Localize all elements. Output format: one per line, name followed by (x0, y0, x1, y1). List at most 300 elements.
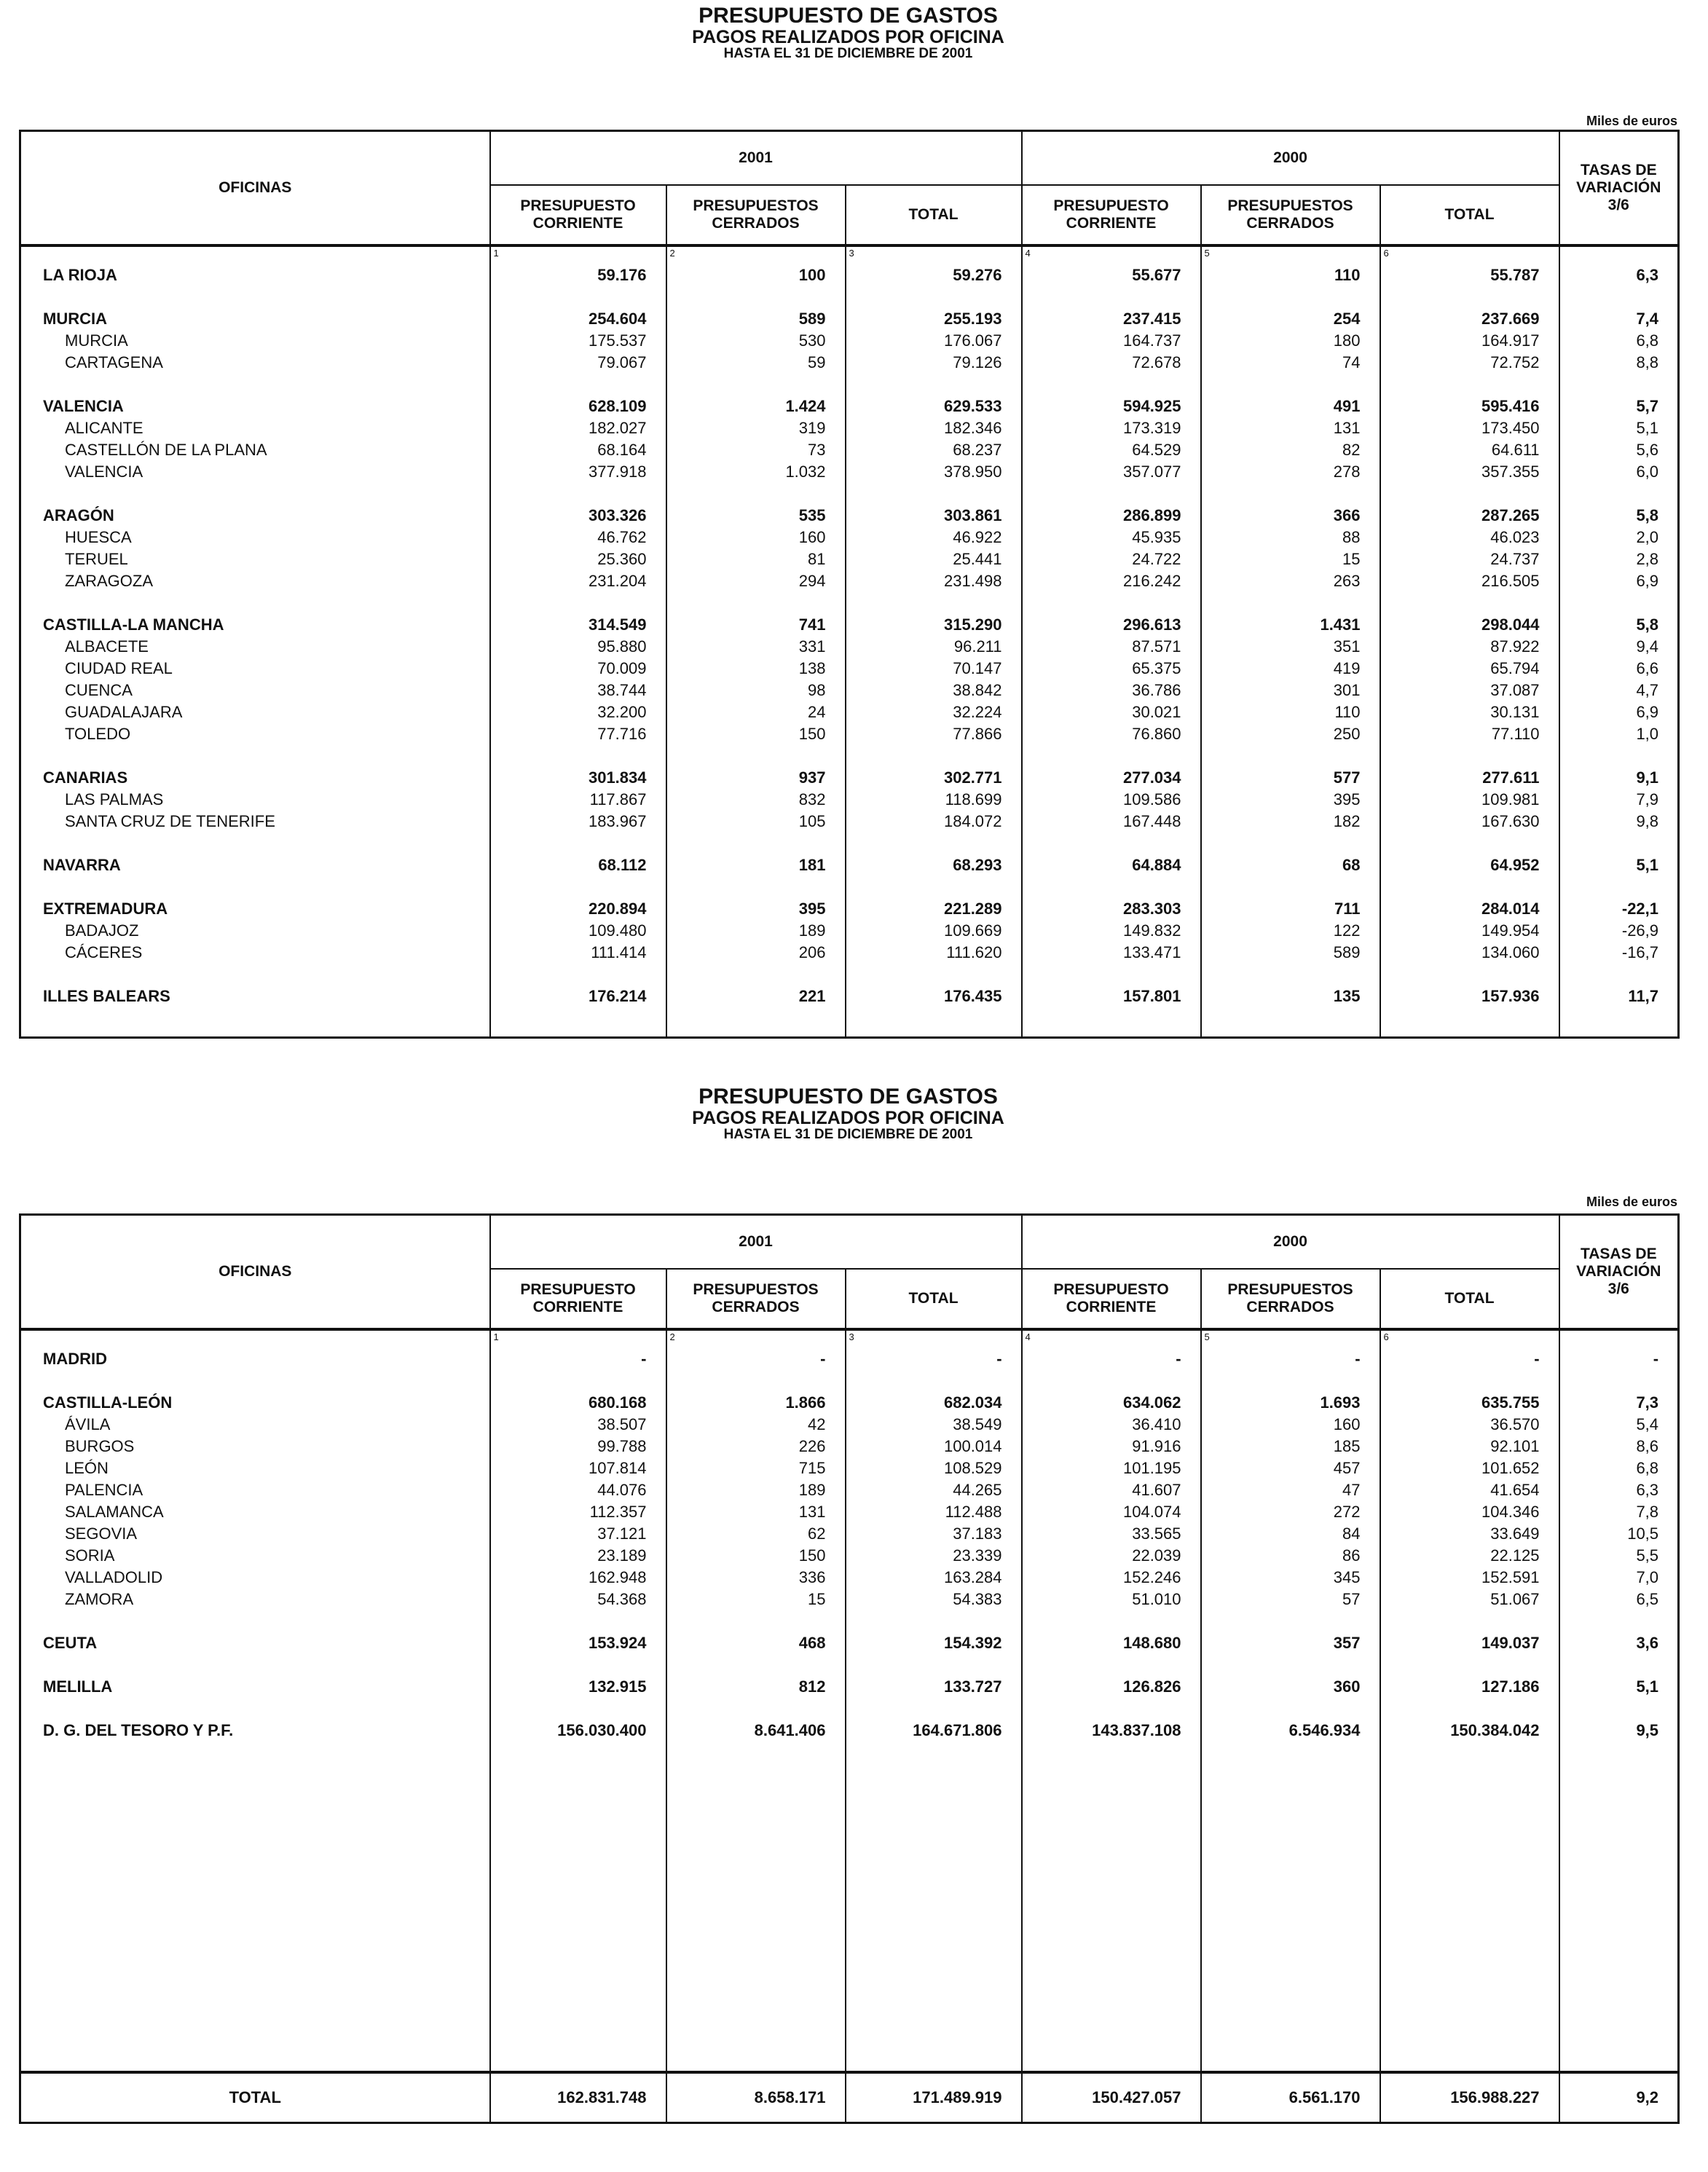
spacer-cell (1380, 876, 1559, 898)
spacer-cell (1201, 1370, 1380, 1392)
value-cell: 6,3 (1559, 264, 1679, 286)
column-number: 3 (846, 1329, 1022, 1348)
value-cell: 741 (666, 614, 846, 636)
header-presupuestos-cerrados: PRESUPUESTOS CERRADOS (1201, 1269, 1380, 1329)
spacer-cell (490, 1007, 666, 1038)
value-cell: 303.861 (846, 505, 1022, 527)
value-cell: 164.917 (1380, 330, 1559, 352)
column-number: 3 (846, 245, 1022, 264)
office-row (20, 1545, 1679, 1567)
value-cell: 711 (1201, 898, 1380, 920)
header-total: TOTAL (846, 185, 1022, 245)
spacer-cell (846, 592, 1022, 614)
total-label: TOTAL (20, 2072, 490, 2123)
value-cell: 42 (666, 1414, 846, 1436)
spacer-cell (20, 964, 490, 985)
value-cell: 101.195 (1022, 1457, 1201, 1479)
office-row (20, 352, 1679, 374)
spacer-cell (490, 1654, 666, 1676)
total-value: 8.658.171 (666, 2072, 846, 2123)
value-cell: 55.787 (1380, 264, 1559, 286)
value-cell: 59.176 (490, 264, 666, 286)
value-cell: 331 (666, 636, 846, 658)
spacer-cell (490, 876, 666, 898)
spacer-cell (666, 1007, 846, 1038)
spacer-cell (490, 374, 666, 396)
spacer-cell (1559, 286, 1679, 308)
spacer-cell (490, 592, 666, 614)
value-cell: 24.722 (1022, 548, 1201, 570)
office-row (20, 570, 1679, 592)
value-cell: 294 (666, 570, 846, 592)
column-number: 5 (1201, 245, 1380, 264)
value-cell: 5,1 (1559, 1676, 1679, 1698)
total-value: 150.427.057 (1022, 2072, 1201, 2123)
value-cell: 180 (1201, 330, 1380, 352)
value-cell: 237.415 (1022, 308, 1201, 330)
spacer-cell (1201, 1742, 1380, 2072)
report-subtitle: PAGOS REALIZADOS POR OFICINA (692, 26, 1004, 47)
office-row (20, 811, 1679, 833)
header-year-2000: 2000 (1022, 131, 1559, 186)
value-cell: 30.021 (1022, 701, 1201, 723)
value-cell: 635.755 (1380, 1392, 1559, 1414)
spacer-cell (846, 876, 1022, 898)
value-cell: 55.677 (1022, 264, 1201, 286)
office-name: PALENCIA (20, 1479, 490, 1501)
value-cell: 84 (1201, 1523, 1380, 1545)
spacer-cell (666, 374, 846, 396)
spacer-cell (1559, 1698, 1679, 1720)
value-cell: 167.630 (1380, 811, 1559, 833)
spacer-cell (20, 592, 490, 614)
value-cell: 38.549 (846, 1414, 1022, 1436)
value-cell: 36.570 (1380, 1414, 1559, 1436)
spacer-cell (1201, 1698, 1380, 1720)
value-cell: 283.303 (1022, 898, 1201, 920)
spacer-cell (1022, 592, 1201, 614)
value-cell: 77.866 (846, 723, 1022, 745)
value-cell: 68.112 (490, 854, 666, 876)
value-cell: 184.072 (846, 811, 1022, 833)
header-total: TOTAL (846, 1269, 1022, 1329)
spacer-cell (20, 1698, 490, 1720)
office-row (20, 920, 1679, 942)
value-cell: 111.620 (846, 942, 1022, 964)
value-cell: 182.027 (490, 417, 666, 439)
spacer-cell (1201, 745, 1380, 767)
office-name: ARAGÓN (20, 505, 490, 527)
value-cell: 160 (666, 527, 846, 548)
office-row (20, 658, 1679, 680)
value-cell: 57 (1201, 1589, 1380, 1610)
value-cell: 109.480 (490, 920, 666, 942)
spacer-cell (1201, 592, 1380, 614)
value-cell: 68.164 (490, 439, 666, 461)
office-row (20, 1501, 1679, 1523)
value-cell: 150 (666, 723, 846, 745)
value-cell: 37.183 (846, 1523, 1022, 1545)
value-cell: 272 (1201, 1501, 1380, 1523)
column-number: 4 (1022, 1329, 1201, 1348)
value-cell: 112.488 (846, 1501, 1022, 1523)
value-cell: 135 (1201, 985, 1380, 1007)
value-cell: 629.533 (846, 396, 1022, 417)
region-row (20, 898, 1679, 920)
value-cell: 163.284 (846, 1567, 1022, 1589)
value-cell: 628.109 (490, 396, 666, 417)
header-presupuestos-cerrados: PRESUPUESTOS CERRADOS (1201, 185, 1380, 245)
office-name: CASTELLÓN DE LA PLANA (20, 439, 490, 461)
value-cell: 59.276 (846, 264, 1022, 286)
spacer-cell (846, 1742, 1022, 2072)
value-cell: 44.076 (490, 1479, 666, 1501)
spacer-cell (1380, 592, 1559, 614)
office-name: BURGOS (20, 1436, 490, 1457)
value-cell: 131 (666, 1501, 846, 1523)
office-name: MELILLA (20, 1676, 490, 1698)
office-name: MADRID (20, 1348, 490, 1370)
column-number: 6 (1380, 1329, 1559, 1348)
value-cell: 88 (1201, 527, 1380, 548)
value-cell: 1.693 (1201, 1392, 1380, 1414)
value-cell: 62 (666, 1523, 846, 1545)
value-cell: 176.435 (846, 985, 1022, 1007)
office-name: CIUDAD REAL (20, 658, 490, 680)
value-cell: 254.604 (490, 308, 666, 330)
value-cell: 345 (1201, 1567, 1380, 1589)
value-cell: 5,5 (1559, 1545, 1679, 1567)
value-cell: 68.293 (846, 854, 1022, 876)
office-name: CASTILLA-LA MANCHA (20, 614, 490, 636)
value-cell: 100.014 (846, 1436, 1022, 1457)
spacer-cell (1201, 876, 1380, 898)
value-cell: 173.450 (1380, 417, 1559, 439)
office-name: VALLADOLID (20, 1567, 490, 1589)
value-cell: 23.339 (846, 1545, 1022, 1567)
spacer-cell (1201, 374, 1380, 396)
office-row (20, 1479, 1679, 1501)
value-cell: 41.607 (1022, 1479, 1201, 1501)
column-number: 6 (1380, 245, 1559, 264)
value-cell: 5,1 (1559, 854, 1679, 876)
value-cell: 4,7 (1559, 680, 1679, 701)
spacer-cell (1201, 483, 1380, 505)
region-row (20, 396, 1679, 417)
spacer-cell (1380, 374, 1559, 396)
office-row (20, 942, 1679, 964)
value-cell: 109.586 (1022, 789, 1201, 811)
value-cell: 577 (1201, 767, 1380, 789)
value-cell: 138 (666, 658, 846, 680)
value-cell: 92.101 (1380, 1436, 1559, 1457)
spacer-cell (1201, 833, 1380, 854)
spacer-cell (1022, 1007, 1201, 1038)
spacer-cell (1559, 592, 1679, 614)
region-row (20, 1348, 1679, 1370)
value-cell: -26,9 (1559, 920, 1679, 942)
spacer-cell (846, 1654, 1022, 1676)
value-cell: 79.126 (846, 352, 1022, 374)
value-cell: 278 (1201, 461, 1380, 483)
value-cell: 812 (666, 1676, 846, 1698)
office-row (20, 527, 1679, 548)
spacer-cell (666, 745, 846, 767)
value-cell: 74 (1201, 352, 1380, 374)
value-cell: 95.880 (490, 636, 666, 658)
spacer-cell (1022, 1370, 1201, 1392)
value-cell: 680.168 (490, 1392, 666, 1414)
spacer-cell (1201, 964, 1380, 985)
spacer-cell (1022, 483, 1201, 505)
value-cell: 127.186 (1380, 1676, 1559, 1698)
value-cell: 1,0 (1559, 723, 1679, 745)
spacer-cell (1559, 876, 1679, 898)
region-row (20, 767, 1679, 789)
table-section-1 (19, 4, 1677, 1042)
header-presupuesto-corriente: PRESUPUESTO CORRIENTE (490, 1269, 666, 1329)
value-cell: 357 (1201, 1632, 1380, 1654)
header-oficinas: OFICINAS (20, 1215, 490, 1330)
value-cell: - (490, 1348, 666, 1370)
value-cell: 65.375 (1022, 658, 1201, 680)
value-cell: 221.289 (846, 898, 1022, 920)
value-cell: 3,6 (1559, 1632, 1679, 1654)
value-cell: 298.044 (1380, 614, 1559, 636)
office-row (20, 461, 1679, 483)
value-cell: 366 (1201, 505, 1380, 527)
office-name: ALICANTE (20, 417, 490, 439)
office-name: SANTA CRUZ DE TENERIFE (20, 811, 490, 833)
header-presupuesto-corriente: PRESUPUESTO CORRIENTE (490, 185, 666, 245)
office-name: BADAJOZ (20, 920, 490, 942)
value-cell: 301.834 (490, 767, 666, 789)
value-cell: 181 (666, 854, 846, 876)
spacer-cell (1380, 483, 1559, 505)
header-tasas-variacion: TASAS DE VARIACIÓN 3/6 (1559, 131, 1679, 246)
value-cell: 7,8 (1559, 1501, 1679, 1523)
value-cell: 132.915 (490, 1676, 666, 1698)
office-row (20, 330, 1679, 352)
region-row (20, 614, 1679, 636)
value-cell: 176.067 (846, 330, 1022, 352)
value-cell: 109.669 (846, 920, 1022, 942)
office-row (20, 1436, 1679, 1457)
value-cell: 82 (1201, 439, 1380, 461)
value-cell: 157.936 (1380, 985, 1559, 1007)
value-cell: 22.039 (1022, 1545, 1201, 1567)
value-cell: 101.652 (1380, 1457, 1559, 1479)
value-cell: 25.360 (490, 548, 666, 570)
value-cell: 167.448 (1022, 811, 1201, 833)
value-cell: 15 (666, 1589, 846, 1610)
value-cell: 68 (1201, 854, 1380, 876)
value-cell: 301 (1201, 680, 1380, 701)
office-row (20, 723, 1679, 745)
value-cell: 154.392 (846, 1632, 1022, 1654)
header-total: TOTAL (1380, 1269, 1559, 1329)
value-cell: 70.147 (846, 658, 1022, 680)
header-tasas-variacion: TASAS DE VARIACIÓN 3/6 (1559, 1215, 1679, 1330)
spacer-cell (846, 1610, 1022, 1632)
office-row (20, 789, 1679, 811)
value-cell: 220.894 (490, 898, 666, 920)
spacer-cell (846, 286, 1022, 308)
value-cell: 99.788 (490, 1436, 666, 1457)
value-cell: 24 (666, 701, 846, 723)
value-cell: 51.010 (1022, 1589, 1201, 1610)
office-name: ZARAGOZA (20, 570, 490, 592)
value-cell: 38.507 (490, 1414, 666, 1436)
value-cell: 8,6 (1559, 1436, 1679, 1457)
value-cell: 87.922 (1380, 636, 1559, 658)
value-cell: 157.801 (1022, 985, 1201, 1007)
spacer-cell (1380, 1370, 1559, 1392)
value-cell: 36.786 (1022, 680, 1201, 701)
office-name: CÁCERES (20, 942, 490, 964)
office-name: SORIA (20, 1545, 490, 1567)
value-cell: 1.431 (1201, 614, 1380, 636)
value-cell: 5,8 (1559, 614, 1679, 636)
value-cell: 395 (1201, 789, 1380, 811)
blank-cell (20, 245, 490, 264)
total-value: 156.988.227 (1380, 2072, 1559, 2123)
report-title: PRESUPUESTO DE GASTOS (698, 1085, 998, 1109)
value-cell: 6,9 (1559, 570, 1679, 592)
spacer-cell (666, 1610, 846, 1632)
value-cell: 32.200 (490, 701, 666, 723)
value-cell: 15 (1201, 548, 1380, 570)
value-cell: - (666, 1348, 846, 1370)
value-cell: 216.505 (1380, 570, 1559, 592)
office-name: GUADALAJARA (20, 701, 490, 723)
office-row (20, 1523, 1679, 1545)
value-cell: 5,7 (1559, 396, 1679, 417)
office-row (20, 548, 1679, 570)
region-row (20, 264, 1679, 286)
value-cell: 6,3 (1559, 1479, 1679, 1501)
value-cell: 25.441 (846, 548, 1022, 570)
value-cell: 1.424 (666, 396, 846, 417)
report-title-block (19, 1085, 1677, 1142)
spacer-cell (1380, 1007, 1559, 1038)
value-cell: 24.737 (1380, 548, 1559, 570)
value-cell: 59 (666, 352, 846, 374)
region-row (20, 1676, 1679, 1698)
value-cell: 126.826 (1022, 1676, 1201, 1698)
spacer-cell (1201, 1610, 1380, 1632)
spacer-cell (1022, 1742, 1201, 2072)
value-cell: 110 (1201, 264, 1380, 286)
value-cell: 72.678 (1022, 352, 1201, 374)
office-name: MURCIA (20, 308, 490, 330)
value-cell: 6,5 (1559, 1589, 1679, 1610)
value-cell: 162.948 (490, 1567, 666, 1589)
value-cell: 23.189 (490, 1545, 666, 1567)
total-value: 162.831.748 (490, 2072, 666, 2123)
value-cell: -16,7 (1559, 942, 1679, 964)
value-cell: 7,4 (1559, 308, 1679, 330)
office-row (20, 701, 1679, 723)
value-cell: 589 (1201, 942, 1380, 964)
spacer-cell (1201, 1007, 1380, 1038)
office-row (20, 417, 1679, 439)
office-name: VALENCIA (20, 396, 490, 417)
spacer-cell (1559, 374, 1679, 396)
spacer-cell (490, 1610, 666, 1632)
office-name: MURCIA (20, 330, 490, 352)
value-cell: 109.981 (1380, 789, 1559, 811)
report-date: HASTA EL 31 DE DICIEMBRE DE 2001 (723, 1126, 973, 1142)
value-cell: 105 (666, 811, 846, 833)
value-cell: 5,8 (1559, 505, 1679, 527)
value-cell: 118.699 (846, 789, 1022, 811)
value-cell: - (1559, 1348, 1679, 1370)
header-presupuesto-corriente: PRESUPUESTO CORRIENTE (1022, 185, 1201, 245)
spacer-cell (666, 964, 846, 985)
header-year-2001: 2001 (490, 1215, 1022, 1270)
value-cell: 277.034 (1022, 767, 1201, 789)
spacer-cell (1201, 1654, 1380, 1676)
value-cell: 64.611 (1380, 439, 1559, 461)
value-cell: 937 (666, 767, 846, 789)
office-name: LA RIOJA (20, 264, 490, 286)
spacer-cell (20, 876, 490, 898)
spacer-cell (490, 964, 666, 985)
office-name: HUESCA (20, 527, 490, 548)
column-number: 1 (490, 245, 666, 264)
value-cell: 357.077 (1022, 461, 1201, 483)
value-cell: 107.814 (490, 1457, 666, 1479)
value-cell: 11,7 (1559, 985, 1679, 1007)
value-cell: 250 (1201, 723, 1380, 745)
value-cell: 589 (666, 308, 846, 330)
spacer-cell (1380, 1698, 1559, 1720)
value-cell: 286.899 (1022, 505, 1201, 527)
value-cell: 104.346 (1380, 1501, 1559, 1523)
office-name: TOLEDO (20, 723, 490, 745)
office-row (20, 1414, 1679, 1436)
value-cell: 152.246 (1022, 1567, 1201, 1589)
value-cell: 111.414 (490, 942, 666, 964)
spacer-cell (1022, 1654, 1201, 1676)
value-cell: 30.131 (1380, 701, 1559, 723)
spacer-cell (1559, 483, 1679, 505)
spacer-cell (1380, 1742, 1559, 2072)
value-cell: 5,6 (1559, 439, 1679, 461)
column-number: 5 (1201, 1329, 1380, 1348)
spacer-cell (1022, 833, 1201, 854)
value-cell: - (846, 1348, 1022, 1370)
value-cell: 64.884 (1022, 854, 1201, 876)
value-cell: 9,4 (1559, 636, 1679, 658)
total-row (20, 2072, 1679, 2123)
blank-cell (20, 1329, 490, 1348)
value-cell: 131 (1201, 417, 1380, 439)
value-cell: 263 (1201, 570, 1380, 592)
value-cell: 46.023 (1380, 527, 1559, 548)
value-cell: 37.121 (490, 1523, 666, 1545)
value-cell: 100 (666, 264, 846, 286)
value-cell: 231.204 (490, 570, 666, 592)
spacer-cell (666, 1370, 846, 1392)
value-cell: 530 (666, 330, 846, 352)
office-name: NAVARRA (20, 854, 490, 876)
office-name: TERUEL (20, 548, 490, 570)
spacer-cell (666, 483, 846, 505)
value-cell: 284.014 (1380, 898, 1559, 920)
value-cell: 46.922 (846, 527, 1022, 548)
